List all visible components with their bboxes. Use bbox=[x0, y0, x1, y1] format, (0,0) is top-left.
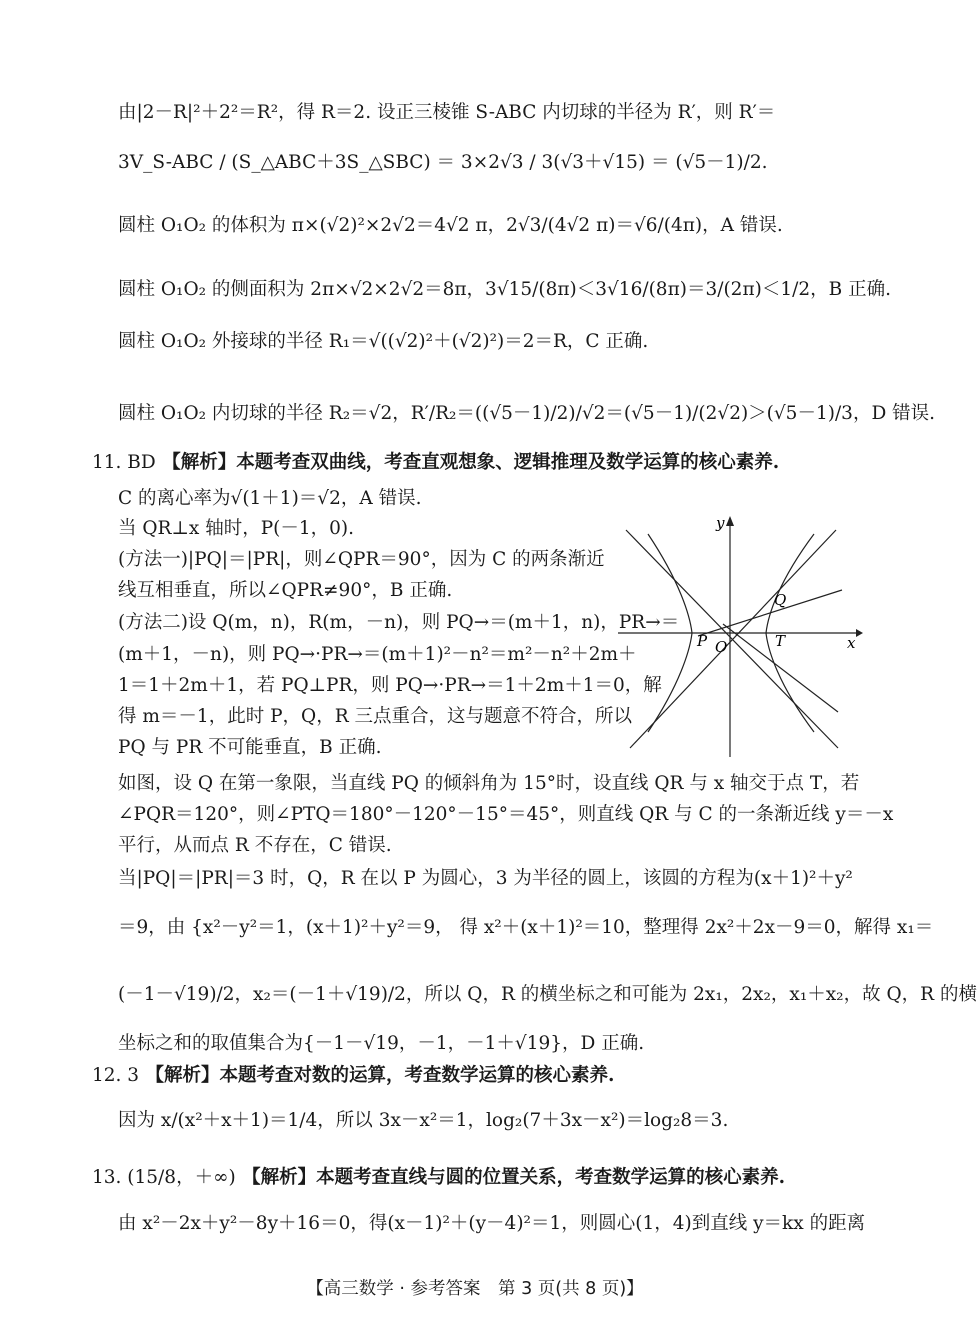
question-11-analysis: 【解析】本题考查双曲线，考查直观想象、逻辑推理及数学运算的核心素养. bbox=[162, 452, 780, 473]
question-13-answer: 13. (15/8，＋∞) bbox=[92, 1167, 236, 1188]
label-o: O bbox=[715, 638, 728, 656]
text-line-12: (m＋1，－n)，则 PQ→·PR→＝(m＋1)²－n²＝m²－n²＋2m＋ bbox=[118, 644, 637, 665]
text-line-9: (方法一)|PQ|＝|PR|，则∠QPR＝90°，因为 C 的两条渐近 bbox=[118, 549, 605, 570]
text-line-16: 如图，设 Q 在第一象限，当直线 PQ 的倾斜角为 15°时，设直线 QR 与 x 轴交于点 T，若 bbox=[118, 773, 860, 794]
page-footer: 【高三数学 · 参考答案 第 3 页(共 8 页)】 bbox=[306, 1279, 644, 1299]
x-axis-arrow bbox=[856, 629, 863, 637]
text-line-14: 得 m＝－1，此时 P，Q，R 三点重合，这与题意不符合，所以 bbox=[118, 706, 633, 727]
text-line-7: C 的离心率为√(1＋1)＝√2，A 错误. bbox=[118, 488, 422, 509]
text-line-23: 因为 x/(x²＋x＋1)＝1/4，所以 3x－x²＝1，log₂(7＋3x－x²)＝log₂8＝3. bbox=[118, 1110, 729, 1131]
text-line-15: PQ 与 PR 不可能垂直，B 正确. bbox=[118, 737, 382, 758]
label-q: Q bbox=[774, 591, 787, 609]
question-12-analysis: 【解析】本题考查对数的运算，考查数学运算的核心素养. bbox=[145, 1065, 615, 1086]
question-11-answer: 11. BD bbox=[92, 452, 156, 473]
label-y: y bbox=[716, 514, 725, 532]
label-p: P bbox=[697, 632, 708, 650]
text-line-13: 1＝1＋2m＋1，若 PQ⊥PR，则 PQ→·PR→＝1＋2m＋1＝0，解 bbox=[118, 675, 662, 696]
text-line-3: 圆柱 O₁O₂ 的体积为 π×(√2)²×2√2＝4√2 π，2√3/(4√2 π)＝√6/(4π)，A 错误. bbox=[118, 215, 783, 236]
text-line-18: 平行，从而点 R 不存在，C 错误. bbox=[118, 835, 392, 856]
text-line-19: 当|PQ|＝|PR|＝3 时，Q，R 在以 P 为圆心，3 为半径的圆上，该圆的方程为(x＋1)²＋y² bbox=[118, 868, 853, 889]
label-t: T bbox=[775, 632, 786, 650]
question-12-heading bbox=[92, 1062, 862, 1090]
question-12-answer: 12. 3 bbox=[92, 1065, 140, 1086]
text-line-22: 坐标之和的取值集合为{－1－√19，－1，－1＋√19}，D 正确. bbox=[118, 1033, 645, 1054]
question-13-heading bbox=[92, 1164, 862, 1192]
line-pq bbox=[698, 590, 842, 636]
label-x: x bbox=[847, 634, 856, 652]
hyperbola-figure bbox=[618, 512, 863, 757]
text-line-6: 圆柱 O₁O₂ 内切球的半径 R₂＝√2，R′/R₂＝((√5－1)/2)/√2＝(√5－1)/(2√2)＞(√5－1)/3，D 错误. bbox=[118, 403, 936, 424]
question-13-analysis: 【解析】本题考查直线与圆的位置关系，考查数学运算的核心素养. bbox=[242, 1167, 786, 1188]
asymptote-2 bbox=[630, 530, 836, 748]
question-11-heading bbox=[92, 449, 862, 477]
asymptote-1 bbox=[626, 530, 838, 748]
text-line-1: 由|2－R|²＋2²＝R²，得 R＝2. 设正三棱锥 S-ABC 内切球的半径为 R′，则 R′＝ bbox=[118, 102, 776, 123]
text-line-17: ∠PQR＝120°，则∠PTQ＝180°－120°－15°＝45°，则直线 QR 与 C 的一条渐近线 y＝－x bbox=[118, 804, 894, 825]
text-line-5: 圆柱 O₁O₂ 外接球的半径 R₁＝√((√2)²＋(√2)²)＝2＝R，C 正确. bbox=[118, 331, 649, 352]
text-line-4: 圆柱 O₁O₂ 的侧面积为 2π×√2×2√2＝8π，3√15/(8π)＜3√16/(8π)＝3/(2π)＜1/2，B 正确. bbox=[118, 279, 891, 300]
text-line-11: (方法二)设 Q(m，n)，R(m，－n)，则 PQ→＝(m＋1，n)，PR→＝ bbox=[118, 612, 680, 633]
text-line-10: 线互相垂直，所以∠QPR≠90°，B 正确. bbox=[118, 580, 453, 601]
text-line-2: 3V_S-ABC / (S_△ABC＋3S_△SBC) ＝ 3×2√3 / 3(√3＋√15) ＝ (√5－1)/2. bbox=[118, 152, 768, 173]
text-line-24: 由 x²－2x＋y²－8y＋16＝0，得(x－1)²＋(y－4)²＝1，则圆心(1，4)到直线 y＝kx 的距离 bbox=[118, 1213, 866, 1234]
y-axis-arrow bbox=[726, 516, 734, 526]
text-line-21: (－1－√19)/2，x₂＝(－1＋√19)/2，所以 Q，R 的横坐标之和可能为 2x₁，2x₂，x₁＋x₂，故 Q，R 的横 bbox=[118, 984, 977, 1005]
text-line-8: 当 QR⊥x 轴时，P(－1，0). bbox=[118, 518, 354, 539]
text-line-20: ＝9，由 {x²－y²＝1，(x＋1)²＋y²＝9， 得 x²＋(x＋1)²＝10，整理得 2x²＋2x－9＝0，解得 x₁＝ bbox=[118, 917, 934, 938]
